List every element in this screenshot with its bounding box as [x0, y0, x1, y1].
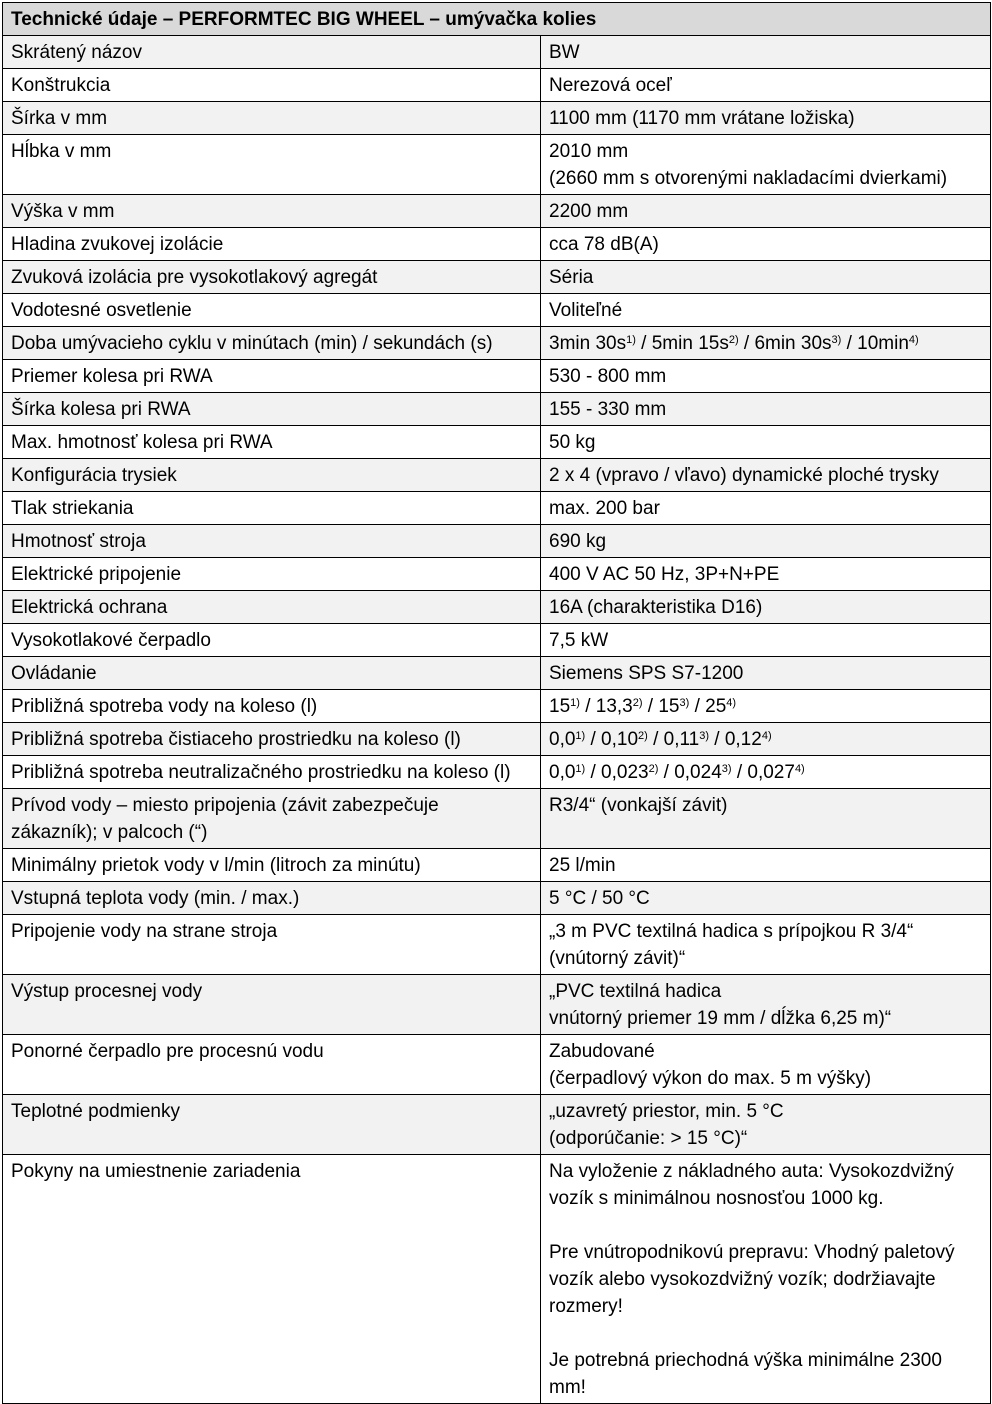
spec-value — [541, 723, 991, 756]
spec-label: Priemer kolesa pri RWA — [3, 360, 541, 393]
spec-value: Zabudované (čerpadlový výkon do max. 5 m výšky) — [541, 1035, 991, 1095]
table-row — [3, 393, 991, 426]
footnote-marker: 4) — [794, 763, 805, 775]
spec-value: 2 x 4 (vpravo / vľavo) dynamické ploché trysky — [541, 459, 991, 492]
spec-value: 530 - 800 mm — [541, 360, 991, 393]
value-text: / 6min 30s — [738, 333, 832, 354]
footnote-marker: 1) — [626, 334, 636, 346]
table-row — [3, 36, 991, 69]
table-row — [3, 360, 991, 393]
spec-value: Siemens SPS S7-1200 — [541, 657, 991, 690]
footnote-marker: 3) — [721, 763, 732, 775]
spec-value: 2010 mm (2660 mm s otvorenými nakladacími dvierkami) — [541, 135, 991, 195]
spec-label: Približná spotreba čistiaceho prostriedku na koleso (l) — [3, 723, 541, 756]
table-row — [3, 558, 991, 591]
spec-label: Konfigurácia trysiek — [3, 459, 541, 492]
spec-label: Vodotesné osvetlenie — [3, 294, 541, 327]
value-text: / 0,11 — [647, 729, 700, 750]
table-row — [3, 723, 991, 756]
spec-value: Na vyloženie z nákladného auta: Vysokozdvižný vozík s minimálnou nosnosťou 1000 kg. Pre vnútropodnikovú prepravu: Vhodný paletový vozík alebo vysokozdvižný vozík; dodržiavajte rozmery! Je potrebná priechodná výška minimálne 2300 mm! — [541, 1155, 991, 1404]
spec-value: 5 °C / 50 °C — [541, 882, 991, 915]
table-row — [3, 69, 991, 102]
value-text: 0,0 — [549, 729, 576, 750]
table-row — [3, 1155, 991, 1404]
table-row — [3, 1095, 991, 1155]
spec-value: 16A (charakteristika D16) — [541, 591, 991, 624]
spec-value: BW — [541, 36, 991, 69]
table-row — [3, 525, 991, 558]
value-text: 0,0 — [549, 762, 576, 783]
spec-value: R3/4“ (vonkajší závit) — [541, 789, 991, 849]
technical-data-table — [2, 2, 991, 1404]
spec-label: Pripojenie vody na strane stroja — [3, 915, 541, 975]
spec-label: Elektrické pripojenie — [3, 558, 541, 591]
footnote-marker: 3) — [831, 334, 842, 346]
spec-label: Doba umývacieho cyklu v minútach (min) / sekundách (s) — [3, 327, 541, 360]
spec-label: Šírka v mm — [3, 102, 541, 135]
table-row — [3, 591, 991, 624]
table-row — [3, 849, 991, 882]
spec-value: Voliteľné — [541, 294, 991, 327]
footnote-marker: 2) — [728, 334, 739, 346]
spec-table-body — [3, 3, 991, 1404]
value-text: / 10min — [841, 333, 909, 354]
spec-value: max. 200 bar — [541, 492, 991, 525]
value-text: / 0,10 — [585, 729, 639, 750]
spec-label: Elektrická ochrana — [3, 591, 541, 624]
table-title: Technické údaje – PERFORMTEC BIG WHEEL – umývačka kolies — [3, 3, 991, 36]
spec-label: Približná spotreba neutralizačného prostriedku na koleso (l) — [3, 756, 541, 789]
table-row — [3, 459, 991, 492]
value-text: / 0,023 — [585, 762, 649, 783]
table-row — [3, 195, 991, 228]
footnote-marker: 1) — [570, 697, 580, 709]
footnote-marker: 4) — [726, 697, 737, 709]
table-row — [3, 915, 991, 975]
footnote-marker: 2) — [638, 730, 648, 742]
value-text: / 25 — [689, 696, 727, 717]
spec-label: Teplotné podmienky — [3, 1095, 541, 1155]
value-text: / 0,12 — [709, 729, 762, 750]
value-text: / 13,3 — [579, 696, 633, 717]
spec-value: 1100 mm (1170 mm vrátane ložiska) — [541, 102, 991, 135]
spec-label: Výška v mm — [3, 195, 541, 228]
table-row — [3, 228, 991, 261]
spec-label: Hĺbka v mm — [3, 135, 541, 195]
spec-label: Hladina zvukovej izolácie — [3, 228, 541, 261]
spec-value: 7,5 kW — [541, 624, 991, 657]
value-text: / 5min 15s — [635, 333, 729, 354]
spec-value: 155 - 330 mm — [541, 393, 991, 426]
table-row — [3, 657, 991, 690]
table-row — [3, 492, 991, 525]
spec-label: Pokyny na umiestnenie zariadenia — [3, 1155, 541, 1404]
table-row — [3, 102, 991, 135]
spec-label: Minimálny prietok vody v l/min (litroch za minútu) — [3, 849, 541, 882]
spec-label: Prívod vody – miesto pripojenia (závit zabezpečuje zákazník); v palcoch (“) — [3, 789, 541, 849]
footnote-marker: 1) — [575, 730, 586, 742]
footnote-marker: 2) — [632, 697, 643, 709]
spec-label: Hmotnosť stroja — [3, 525, 541, 558]
value-text: 3min 30s — [549, 333, 627, 354]
table-row — [3, 261, 991, 294]
value-text: 15 — [549, 696, 571, 717]
table-row — [3, 624, 991, 657]
table-row — [3, 1035, 991, 1095]
spec-label: Zvuková izolácia pre vysokotlakový agregát — [3, 261, 541, 294]
table-row — [3, 327, 991, 360]
footnote-marker: 3) — [679, 697, 690, 709]
spec-value — [541, 327, 991, 360]
spec-label: Vysokotlakové čerpadlo — [3, 624, 541, 657]
spec-value: 2200 mm — [541, 195, 991, 228]
table-row — [3, 882, 991, 915]
spec-value: Séria — [541, 261, 991, 294]
spec-label: Približná spotreba vody na koleso (l) — [3, 690, 541, 723]
footnote-marker: 2) — [648, 763, 659, 775]
spec-label: Konštrukcia — [3, 69, 541, 102]
spec-value: „uzavretý priestor, min. 5 °C (odporúčanie: > 15 °C)“ — [541, 1095, 991, 1155]
spec-value: 50 kg — [541, 426, 991, 459]
spec-label: Skrátený názov — [3, 36, 541, 69]
spec-value: cca 78 dB(A) — [541, 228, 991, 261]
spec-value: 25 l/min — [541, 849, 991, 882]
spec-label: Ovládanie — [3, 657, 541, 690]
spec-value — [541, 690, 991, 723]
table-row — [3, 789, 991, 849]
spec-label: Tlak striekania — [3, 492, 541, 525]
spec-value: Nerezová oceľ — [541, 69, 991, 102]
table-row — [3, 426, 991, 459]
table-row — [3, 975, 991, 1035]
table-row — [3, 756, 991, 789]
footnote-marker: 4) — [761, 730, 772, 742]
spec-label: Ponorné čerpadlo pre procesnú vodu — [3, 1035, 541, 1095]
table-title-row — [3, 3, 991, 36]
footnote-marker: 1) — [575, 763, 586, 775]
value-text: / 0,024 — [658, 762, 722, 783]
spec-value — [541, 756, 991, 789]
spec-label: Šírka kolesa pri RWA — [3, 393, 541, 426]
spec-value: „PVC textilná hadica vnútorný priemer 19 mm / dĺžka 6,25 m)“ — [541, 975, 991, 1035]
table-row — [3, 135, 991, 195]
table-row — [3, 690, 991, 723]
value-text: / 15 — [642, 696, 680, 717]
spec-label: Max. hmotnosť kolesa pri RWA — [3, 426, 541, 459]
value-text: / 0,027 — [731, 762, 795, 783]
table-row — [3, 294, 991, 327]
spec-label: Výstup procesnej vody — [3, 975, 541, 1035]
spec-label: Vstupná teplota vody (min. / max.) — [3, 882, 541, 915]
spec-value: 400 V AC 50 Hz, 3P+N+PE — [541, 558, 991, 591]
footnote-marker: 4) — [908, 334, 919, 346]
footnote-marker: 3) — [699, 730, 709, 742]
spec-value: 690 kg — [541, 525, 991, 558]
spec-value: „3 m PVC textilná hadica s prípojkou R 3/4“ (vnútorný závit)“ — [541, 915, 991, 975]
